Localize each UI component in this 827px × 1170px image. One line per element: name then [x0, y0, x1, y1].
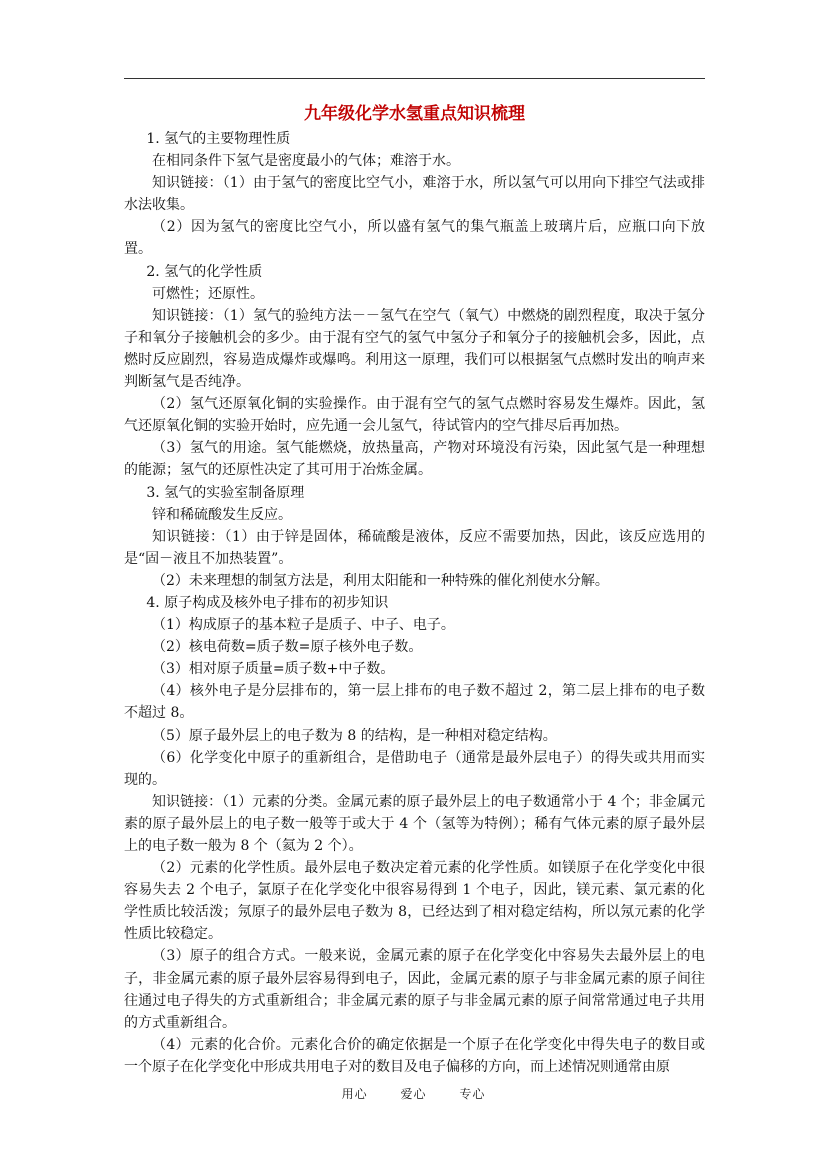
section-heading: 2. 氢气的化学性质: [146, 263, 263, 280]
paragraph: 知识链接：（1）氢气的验纯方法－－氢气在空气（氧气）中燃烧的剧烈程度，取决于氢分子和氧分子接触机会的多少。由于混有空气的氢气中氢分子和氧分子的接触机会多，因此，点燃时反应剧烈，容易造成爆炸或爆鸣。利用这一原理，我们可以根据氢气点燃时发出的响声来判断氢气是否纯净。: [124, 307, 705, 391]
header-rule: [124, 78, 705, 79]
paragraph: （6）化学变化中原子的重新组合，是借助电子（通常是最外层电子）的得失或共用而实现的。: [124, 749, 705, 788]
document-text: [124, 128, 705, 1078]
paragraph: （5）原子最外层上的电子数为 8 的结构，是一种相对稳定结构。: [152, 727, 557, 744]
paragraph: （4）元素的化合价。元素化合价的确定依据是一个原子在化学变化中得失电子的数目或一个原子在化学变化中形成共用电子对的数目及电子偏移的方向，而上述情况则通常由原: [124, 1036, 705, 1075]
page-footer: [0, 1085, 827, 1102]
paragraph: 知识链接：（1）由于氢气的密度比空气小，难溶于水，所以氢气可以用向下排空气法或排水法收集。: [124, 175, 705, 214]
paragraph: 知识链接：（1）元素的分类。金属元素的原子最外层上的电子数通常小于 4 个；非金属元素的原子最外层上的电子数一般等于或大于 4 个（氢等为特例）；稀有气体元素的原子最外层上的电子数一般为 8 个（氦为 2 个）。: [124, 793, 705, 854]
section-heading: 3. 氢气的实验室制备原理: [146, 484, 305, 501]
paragraph: （2）氢气还原氧化铜的实验操作。由于混有空气的氢气点燃时容易发生爆炸。因此，氢气还原氧化铜的实验开始时，应先通一会儿氢气，待试管内的空气排尽后再加热。: [124, 396, 705, 435]
paragraph: （4）核外电子是分层排布的，第一层上排布的电子数不超过 2，第二层上排布的电子数不超过 8。: [124, 683, 705, 722]
paragraph: （2）元素的化学性质。最外层电子数决定着元素的化学性质。如镁原子在化学变化中很容易失去 2 个电子，氯原子在化学变化中很容易得到 1 个电子，因此，镁元素、氯元素的化学性质比较活泼；氖原子的最外层电子数为 8，已经达到了相对稳定结构，所以氖元素的化学性质比较稳定。: [124, 860, 705, 943]
section-heading: 1. 氢气的主要物理性质: [146, 131, 291, 147]
document-body: [124, 101, 705, 1078]
paragraph: （3）相对原子质量=质子数+中子数。: [152, 661, 395, 678]
footer-item: 用心: [341, 1087, 368, 1101]
footer-item: 爱心: [400, 1087, 427, 1101]
paragraph: 知识链接：（1）由于锌是固体，稀硫酸是液体，反应不需要加热，因此，该反应选用的是“固－液且不加热装置”。: [124, 528, 705, 567]
paragraph: （3）氢气的用途。氢气能燃烧，放热量高，产物对环境没有污染，因此氢气是一种理想的能源；氢气的还原性决定了其可用于冶炼金属。: [124, 440, 705, 479]
paragraph: 在相同条件下氢气是密度最小的气体；难溶于水。: [152, 153, 460, 170]
paragraph: （2）未来理想的制氢方法是，利用太阳能和一种特殊的催化剂使水分解。: [152, 572, 609, 589]
paragraph: （2）因为氢气的密度比空气小，所以盛有氢气的集气瓶盖上玻璃片后，应瓶口向下放置。: [124, 219, 705, 258]
document-title: 九年级化学水氢重点知识梳理: [304, 104, 525, 124]
paragraph: （3）原子的组合方式。一般来说，金属元素的原子在化学变化中容易失去最外层上的电子，非金属元素的原子最外层容易得到电子，因此，金属元素的原子与非金属元素的原子间往往通过电子得失的方式重新组合；非金属元素的原子与非金属元素的原子间常常通过电子共用的方式重新组合。: [124, 948, 705, 1031]
paragraph: 锌和稀硫酸发生反应。: [152, 506, 292, 523]
paragraph: 可燃性；还原性。: [152, 285, 264, 302]
paragraph: （2）核电荷数=质子数=原子核外电子数。: [152, 639, 423, 656]
section-heading: 4. 原子构成及核外电子排布的初步知识: [146, 594, 389, 611]
footer-item: 专心: [459, 1087, 486, 1101]
paragraph: （1）构成原子的基本粒子是质子、中子、电子。: [152, 617, 455, 634]
